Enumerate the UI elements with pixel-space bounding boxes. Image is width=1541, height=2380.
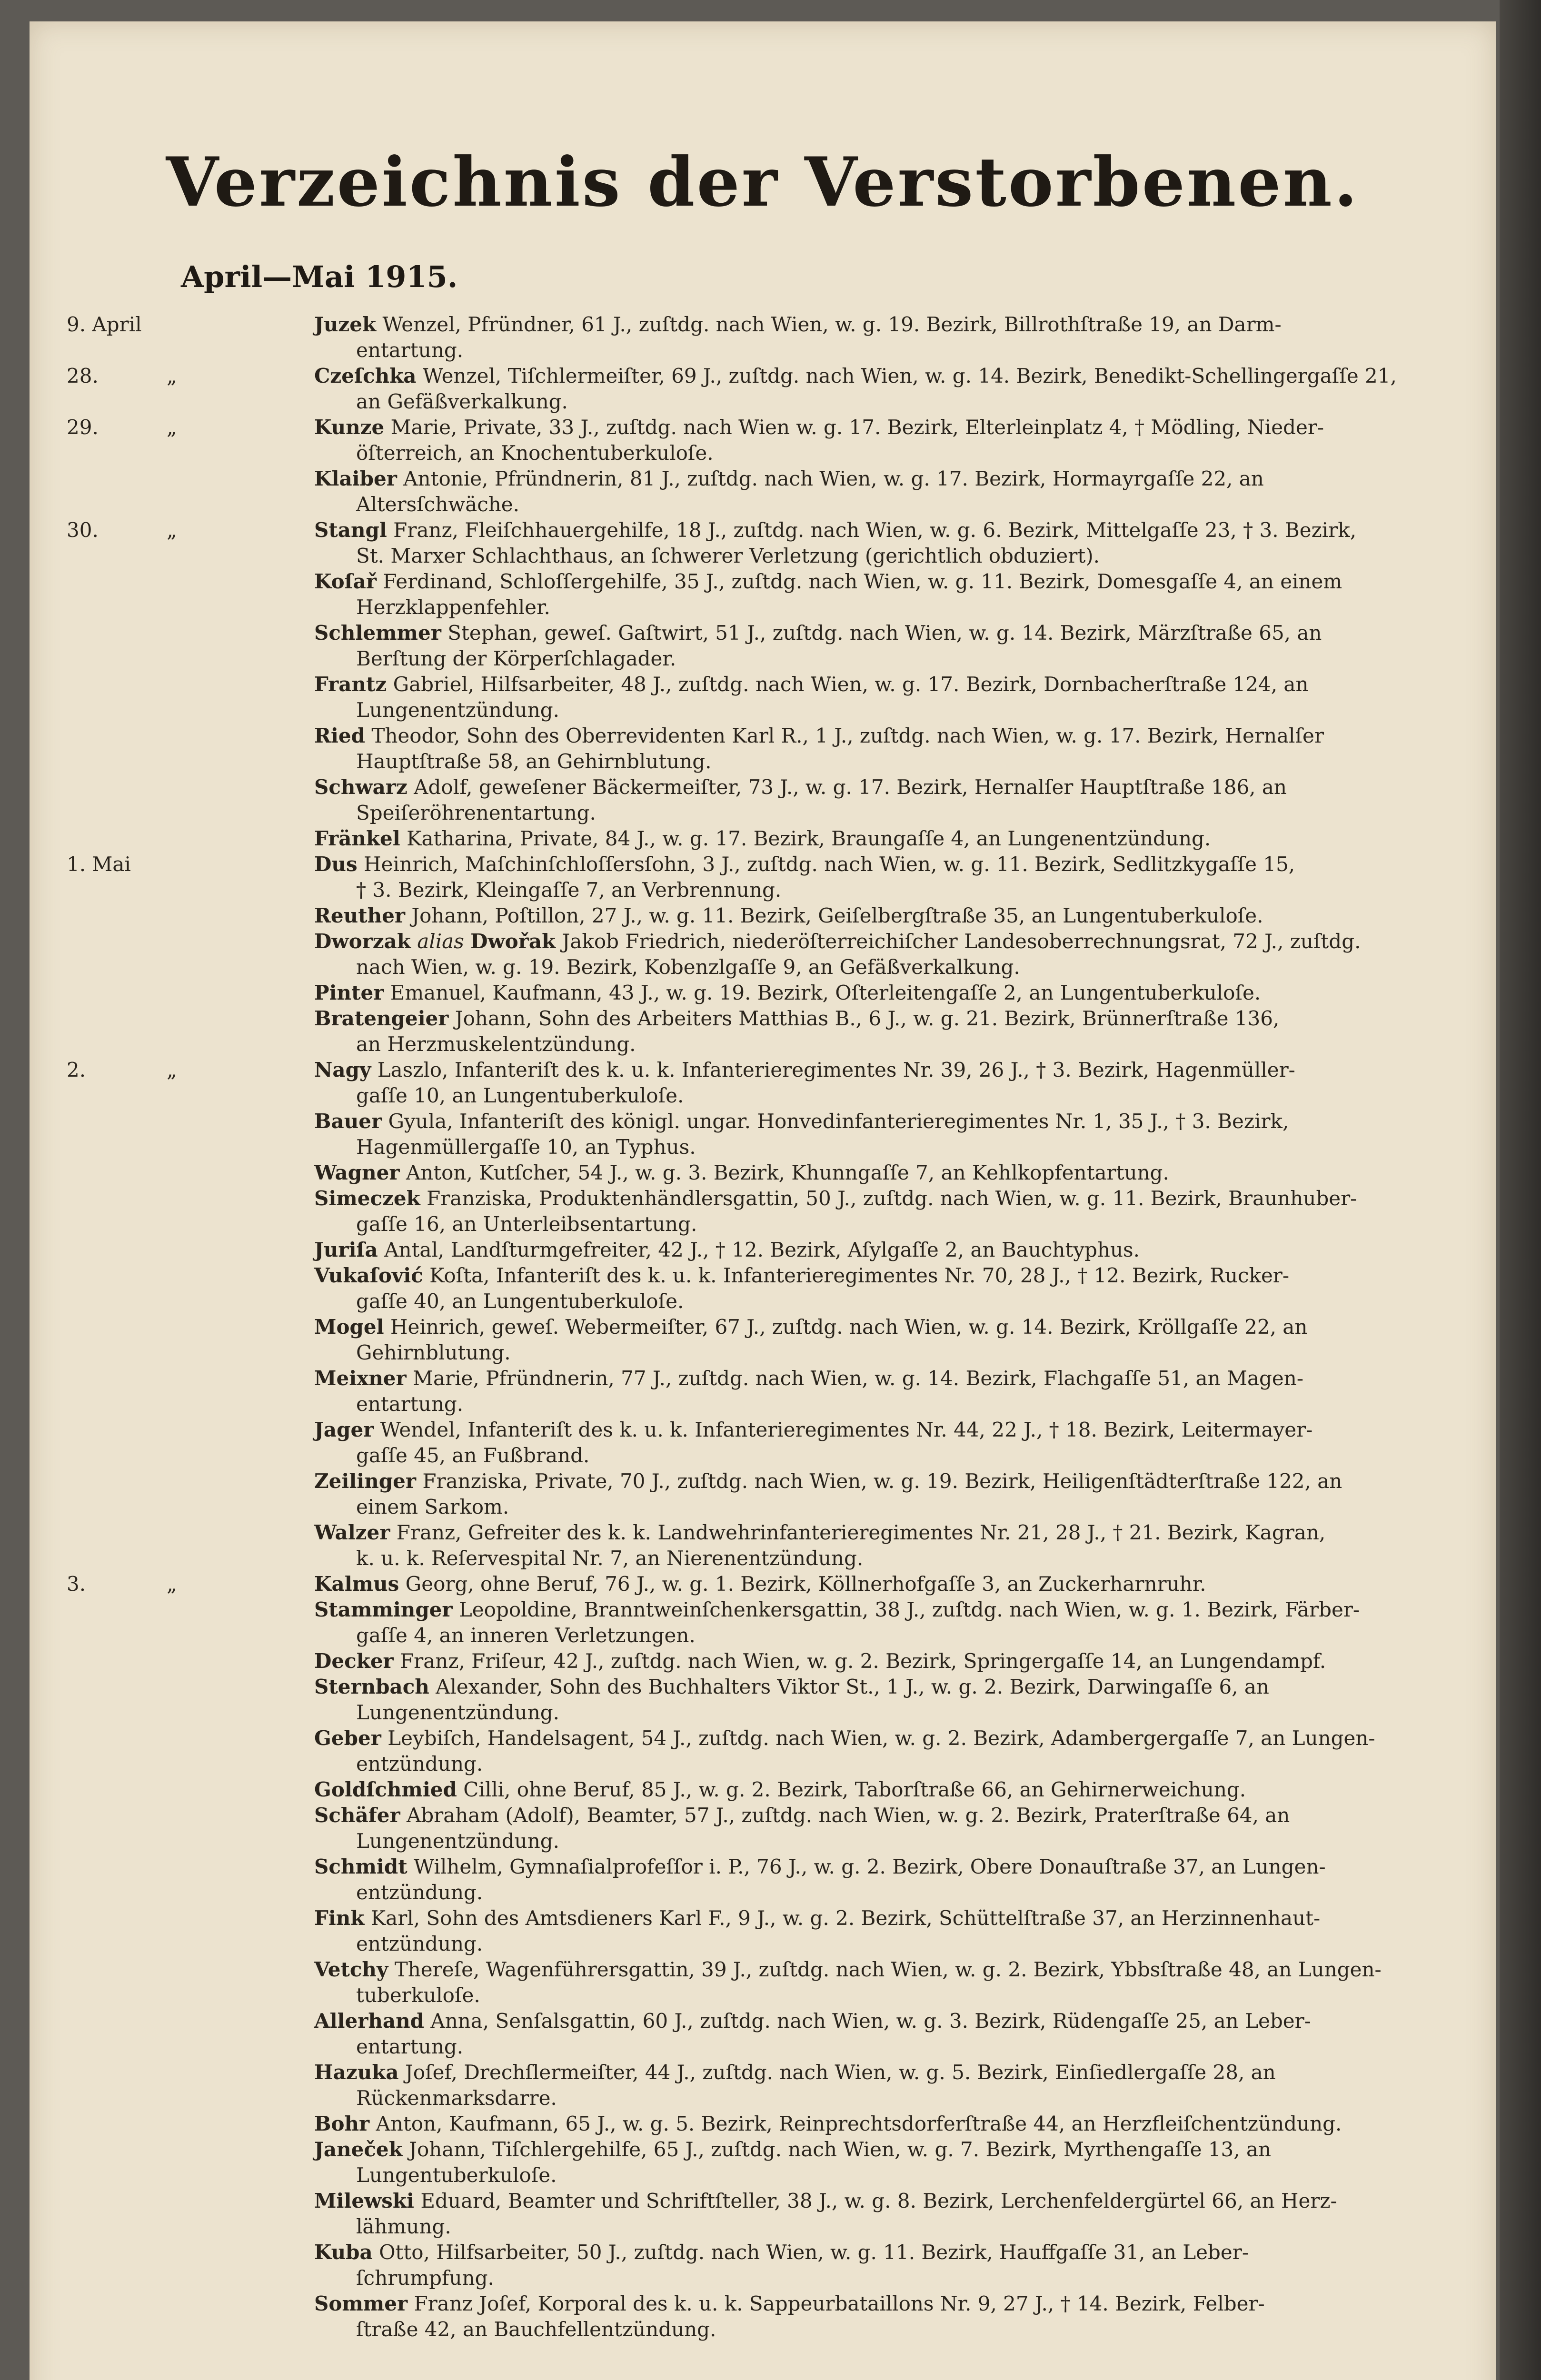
ditto-mark: „ [167, 1572, 177, 1596]
entry-surname: Sternbach [314, 1675, 429, 1698]
entry-continuation: St. Marxer Schlachthaus, an ſchwerer Verletzung (gerichtlich obduziert). [356, 544, 1100, 567]
entry-continuation: Lungentuberkuloſe. [356, 2163, 557, 2187]
register-entry [314, 2240, 1494, 2291]
entry-continuation: † 3. Bezirk, Kleingaſſe 7, an Verbrennung. [356, 878, 782, 902]
entry-date-value: 3. [67, 1572, 86, 1596]
register-entry [67, 1057, 1494, 1109]
register-entry [314, 903, 1494, 929]
entry-continuation: gaſſe 45, an Fußbrand. [356, 1444, 590, 1467]
register-entry [314, 1263, 1494, 1314]
entry-continuation: Rückenmarksdarre. [356, 2086, 557, 2110]
entry-date-value: 29. [67, 416, 99, 439]
entry-date-value: 30. [67, 518, 99, 542]
register-entry [314, 1803, 1494, 1854]
entry-surname: Mogel [314, 1315, 384, 1339]
entry-text: Antal, Landſturmgefreiter, 42 J., † 12. Bezirk, Aſylgaſſe 2, an Bauchtyphus. [384, 1238, 1140, 1261]
register-entry [314, 672, 1494, 723]
entry-surname: Allerhand [314, 2009, 424, 2033]
entry-surname: Koſař [314, 570, 377, 593]
entry-surname: Frantz [314, 673, 387, 696]
entry-text: Gabriel, Hilfsarbeiter, 48 J., zuſtdg. nach Wien, w. g. 17. Bezirk, Dornbacherſtraße 124, an [393, 673, 1309, 696]
register-entry [314, 1186, 1494, 1237]
entry-date [67, 1057, 271, 1083]
entry-date [67, 415, 271, 440]
entry-surname: Juzek [314, 313, 377, 336]
register-entry [314, 2188, 1494, 2240]
entry-text: Karl, Sohn des Amtsdieners Karl F., 9 J., w. g. 2. Bezirk, Schüttelſtraße 37, an Herzinnenhaut- [370, 1906, 1321, 1930]
entry-text: Theodor, Sohn des Oberrevidenten Karl R., 1 J., zuſtdg. nach Wien, w. g. 17. Bezirk, Hernalſer [371, 724, 1324, 747]
entry-continuation: gaſſe 16, an Unterleibsentartung. [356, 1212, 697, 1236]
entry-surname: Jager [314, 1418, 374, 1441]
register-entry [314, 980, 1494, 1006]
register-entry [314, 1237, 1494, 1263]
entry-text: Marie, Private, 33 J., zuſtdg. nach Wien w. g. 17. Bezirk, Elterleinplatz 4, † Mödling, Nieder- [390, 416, 1324, 439]
entry-continuation: öſterreich, an Knochentuberkuloſe. [356, 441, 714, 465]
entry-text: Laszlo, Infanteriſt des k. u. k. Infanterieregimentes Nr. 39, 26 J., † 3. Bezirk, Hagenmüller- [377, 1058, 1295, 1081]
register-entry [314, 1905, 1494, 1957]
entry-text: Anton, Kutſcher, 54 J., w. g. 3. Bezirk, Khunngaſſe 7, an Kehlkopfentartung. [406, 1161, 1169, 1184]
entry-text: Wendel, Infanteriſt des k. u. k. Infanterieregimentes Nr. 44, 22 J., † 18. Bezirk, Leitermayer- [380, 1418, 1313, 1441]
entry-text: Marie, Pfründnerin, 77 J., zuſtdg. nach Wien, w. g. 14. Bezirk, Flachgaſſe 51, an Magen- [412, 1367, 1304, 1390]
entry-text: Jakob Friedrich, niederöſterreichiſcher Landesoberrechnungsrat, 72 J., zuſtdg. [562, 930, 1361, 953]
entry-text: Eduard, Beamter und Schriftſteller, 38 J., w. g. 8. Bezirk, Lerchenfeldergürtel 66, an Herz- [420, 2189, 1337, 2212]
entry-text: Emanuel, Kaufmann, 43 J., w. g. 19. Bezirk, Oſterleitengaſſe 2, an Lungentuberkuloſe. [390, 981, 1261, 1004]
entry-text: Katharina, Private, 84 J., w. g. 17. Bezirk, Braungaſſe 4, an Lungenentzündung. [407, 827, 1211, 850]
register-entry [314, 1957, 1494, 2008]
register-entry [314, 1854, 1494, 1905]
entry-text: Franz, Gefreiter des k. k. Landwehrinfanterieregimentes Nr. 21, 28 J., † 21. Bezirk, Kagran, [396, 1521, 1326, 1544]
entry-continuation: entzündung. [356, 1881, 483, 1904]
entry-date-value: 28. [67, 364, 99, 387]
entry-continuation: entzündung. [356, 1932, 483, 1955]
entry-surname: Walzer [314, 1521, 390, 1544]
entry-surname: Wagner [314, 1161, 400, 1184]
entry-continuation: entartung. [356, 1392, 464, 1416]
entry-text: Leopoldine, Branntweinſchenkersgattin, 38 J., zuſtdg. nach Wien, w. g. 1. Bezirk, Färber- [458, 1598, 1360, 1621]
entry-surname: Kalmus [314, 1572, 399, 1596]
entry-continuation: gaſſe 10, an Lungentuberkuloſe. [356, 1084, 684, 1107]
register-entry [314, 1314, 1494, 1366]
entry-date-value: 9. April [67, 313, 142, 336]
entry-surname: Schwarz [314, 775, 408, 799]
entry-text: Franz, Fleiſchhauergehilfe, 18 J., zuſtdg. nach Wien, w. g. 6. Bezirk, Mittelgaſſe 23, † 3. Bezirk, [393, 518, 1357, 542]
book-spine [1500, 0, 1541, 2380]
register-entry [314, 1520, 1494, 1571]
entry-text: Leybiſch, Handelsagent, 54 J., zuſtdg. nach Wien, w. g. 2. Bezirk, Adambergergaſſe 7, an Lungen- [388, 1726, 1375, 1750]
entry-continuation: Hauptſtraße 58, an Gehirnblutung. [356, 750, 712, 773]
entry-text: Koſta, Infanteriſt des k. u. k. Infanterieregimentes Nr. 70, 28 J., † 12. Bezirk, Rucker- [429, 1264, 1290, 1287]
entry-continuation: tuberkuloſe. [356, 1983, 480, 2007]
register-entry [314, 774, 1494, 826]
entry-text: Joſef, Drechſlermeiſter, 44 J., zuſtdg. nach Wien, w. g. 5. Bezirk, Einſiedlergaſſe 28, an [405, 2061, 1276, 2084]
entry-date-value: 1. Mai [67, 853, 131, 876]
entry-text: Franziska, Private, 70 J., zuſtdg. nach Wien, w. g. 19. Bezirk, Heiligenſtädterſtraße 122, an [422, 1469, 1342, 1493]
entry-continuation: entartung. [356, 2035, 464, 2058]
entry-date [67, 852, 271, 877]
entry-date [67, 1571, 271, 1597]
entry-surname: Dworzak [314, 930, 411, 953]
entry-continuation: Berſtung der Körperſchlagader. [356, 647, 676, 670]
register-entry [67, 852, 1494, 903]
entry-surname: Schäfer [314, 1804, 400, 1827]
register-entry [314, 2008, 1494, 2060]
entry-continuation: einem Sarkom. [356, 1495, 509, 1518]
entry-text: Wenzel, Tiſchlermeiſter, 69 J., zuſtdg. nach Wien, w. g. 14. Bezirk, Benedikt-Schellingergaſſe 21, [422, 364, 1397, 387]
entry-surname: Kuba [314, 2241, 373, 2264]
entry-text: Wilhelm, Gymnaſialprofeſſor i. P., 76 J., w. g. 2. Bezirk, Obere Donauſtraße 37, an Lungen- [413, 1855, 1326, 1878]
register-entry [314, 620, 1494, 672]
register-entry [67, 312, 1494, 363]
entry-surname: Stangl [314, 518, 387, 542]
entry-surname: Simeczek [314, 1187, 420, 1210]
entry-continuation: Herzklappenfehler. [356, 595, 550, 619]
entry-continuation: ſtraße 42, an Bauchfellentzündung. [356, 2318, 716, 2341]
entry-text: Heinrich, geweſ. Webermeiſter, 67 J., zuſtdg. nach Wien, w. g. 14. Bezirk, Kröllgaſſe 22, an [390, 1315, 1308, 1339]
entry-continuation: Lungenentzündung. [356, 1829, 560, 1853]
page-title: Verzeichnis der Verstorbenen. [166, 143, 1360, 222]
register-entry [314, 1468, 1494, 1520]
entry-date [67, 312, 271, 337]
register-entry [314, 1109, 1494, 1160]
entry-text: Franziska, Produktenhändlersgattin, 50 J., zuſtdg. nach Wien, w. g. 11. Bezirk, Braunhuber- [427, 1187, 1357, 1210]
entry-text: Otto, Hilfsarbeiter, 50 J., zuſtdg. nach Wien, w. g. 11. Bezirk, Hauffgaſſe 31, an Leber- [379, 2241, 1249, 2264]
register-entry [314, 1417, 1494, 1468]
register-entry [314, 1160, 1494, 1186]
entry-date-value: 2. [67, 1058, 86, 1081]
entry-continuation: entartung. [356, 338, 464, 362]
entry-surname: Milewski [314, 2189, 414, 2212]
entry-text: Stephan, geweſ. Gaſtwirt, 51 J., zuſtdg. nach Wien, w. g. 14. Bezirk, Märzſtraße 65, an [447, 621, 1322, 645]
entry-surname: Janeček [314, 2138, 403, 2161]
entry-surname: Ried [314, 724, 365, 747]
register-entry [314, 569, 1494, 620]
entry-text: Wenzel, Pfründner, 61 J., zuſtdg. nach Wien, w. g. 19. Bezirk, Billrothſtraße 19, an Darm- [382, 313, 1282, 336]
entry-continuation: Altersſchwäche. [356, 493, 520, 516]
entry-text: Johann, Tiſchlergehilfe, 65 J., zuſtdg. nach Wien, w. g. 7. Bezirk, Myrthengaſſe 13, an [409, 2138, 1272, 2161]
entry-surname: Klaiber [314, 467, 397, 490]
register-entry [67, 517, 1494, 569]
register-entry [314, 1597, 1494, 1648]
register-entry [314, 1006, 1494, 1057]
register-entry [314, 1726, 1494, 1777]
entry-continuation: nach Wien, w. g. 19. Bezirk, Kobenzlgaſſe 9, an Gefäßverkalkung. [356, 955, 1020, 979]
entry-continuation: an Gefäßverkalkung. [356, 390, 568, 413]
entry-surname: Juriſa [314, 1238, 378, 1261]
entry-date [67, 363, 271, 389]
entry-surname: Decker [314, 1649, 394, 1673]
entry-text: Franz Joſef, Korporal des k. u. k. Sappeurbataillons Nr. 9, 27 J., † 14. Bezirk, Felber- [414, 2292, 1265, 2315]
entry-surname: Reuther [314, 904, 405, 927]
entry-continuation: Lungenentzündung. [356, 1701, 560, 1724]
entry-text: Alexander, Sohn des Buchhalters Viktor St., 1 J., w. g. 2. Bezirk, Darwingaſſe 6, an [436, 1675, 1269, 1698]
entry-surname: Zeilinger [314, 1469, 416, 1493]
entry-surname: Goldſchmied [314, 1778, 457, 1801]
entry-date [67, 517, 271, 543]
entry-continuation: an Herzmuskelentzündung. [356, 1032, 636, 1056]
register-entry [314, 2111, 1494, 2137]
entry-text: Antonie, Pfründnerin, 81 J., zuſtdg. nach Wien, w. g. 17. Bezirk, Hormayrgaſſe 22, an [403, 467, 1264, 490]
entry-text: Georg, ohne Beruf, 76 J., w. g. 1. Bezirk, Köllnerhofgaſſe 3, an Zuckerharnruhr. [405, 1572, 1206, 1596]
entry-continuation: entzündung. [356, 1752, 483, 1775]
entry-continuation: Lungenentzündung. [356, 698, 560, 722]
register-entry [314, 929, 1494, 980]
entry-surname: Kunze [314, 416, 385, 439]
period-heading: April—Mai 1915. [181, 259, 458, 294]
entry-surname: Dus [314, 853, 358, 876]
register-entry [314, 1366, 1494, 1417]
entry-continuation: gaſſe 4, an inneren Verletzungen. [356, 1624, 696, 1647]
death-register-list [30, 312, 1496, 2342]
entry-surname: Vukaſović [314, 1264, 423, 1287]
entry-continuation: lähmung. [356, 2215, 451, 2238]
entry-continuation: ſchrumpfung. [356, 2266, 494, 2290]
entry-surname-alt: Dwořak [470, 930, 556, 953]
entry-surname: Czeſchka [314, 364, 417, 387]
entry-surname: Vetchy [314, 1958, 388, 1981]
ditto-mark: „ [167, 416, 177, 439]
entry-surname: Hazuka [314, 2061, 399, 2084]
entry-surname: Bauer [314, 1110, 382, 1133]
entry-text: Adolf, geweſener Bäckermeiſter, 73 J., w. g. 17. Bezirk, Hernalſer Hauptſtraße 186, an [414, 775, 1287, 799]
register-entry [67, 1571, 1494, 1597]
entry-text: Thereſe, Wagenführersgattin, 39 J., zuſtdg. nach Wien, w. g. 2. Bezirk, Ybbsſtraße 48, an Lungen- [394, 1958, 1382, 1981]
entry-surname: Schmidt [314, 1855, 408, 1878]
entry-surname: Schlemmer [314, 621, 441, 645]
entry-surname: Stamminger [314, 1598, 453, 1621]
entry-text: Franz, Friſeur, 42 J., zuſtdg. nach Wien, w. g. 2. Bezirk, Springergaſſe 14, an Lungendampf. [400, 1649, 1326, 1673]
entry-continuation: Hagenmüllergaſſe 10, an Typhus. [356, 1135, 696, 1159]
document-page [30, 21, 1496, 2380]
entry-text: Johann, Sohn des Arbeiters Matthias B., 6 J., w. g. 21. Bezirk, Brünnerſtraße 136, [455, 1007, 1280, 1030]
entry-text: Anton, Kaufmann, 65 J., w. g. 5. Bezirk, Reinprechtsdorferſtraße 44, an Herzfleiſchentzündung. [376, 2112, 1342, 2135]
register-entry [314, 1674, 1494, 1726]
entry-text: Ferdinand, Schloſſergehilfe, 35 J., zuſtdg. nach Wien, w. g. 11. Bezirk, Domesgaſſe 4, an einem [383, 570, 1342, 593]
entry-text: Anna, Senſalsgattin, 60 J., zuſtdg. nach Wien, w. g. 3. Bezirk, Rüdengaſſe 25, an Leber- [430, 2009, 1311, 2033]
register-entry [314, 1648, 1494, 1674]
entry-text: Johann, Poſtillon, 27 J., w. g. 11. Bezirk, Geiſelbergſtraße 35, an Lungentuberkuloſe. [411, 904, 1263, 927]
entry-alias: alias [417, 930, 464, 953]
register-entry [314, 1777, 1494, 1803]
entry-continuation: Speiſeröhrenentartung. [356, 801, 596, 824]
entry-text: Abraham (Adolf), Beamter, 57 J., zuſtdg. nach Wien, w. g. 2. Bezirk, Praterſtraße 64, an [406, 1804, 1290, 1827]
entry-text: Heinrich, Maſchinſchloſſersſohn, 3 J., zuſtdg. nach Wien, w. g. 11. Bezirk, Sedlitzkygaſſe 15, [363, 853, 1295, 876]
entry-continuation: gaſſe 40, an Lungentuberkuloſe. [356, 1289, 684, 1313]
entry-surname: Sommer [314, 2292, 408, 2315]
entry-surname: Fränkel [314, 827, 400, 850]
entry-surname: Bohr [314, 2112, 370, 2135]
entry-text: Gyula, Infanteriſt des königl. ungar. Honvedinfanterieregimentes Nr. 1, 35 J., † 3. Bezirk, [388, 1110, 1289, 1133]
register-entry [314, 2060, 1494, 2111]
entry-surname: Fink [314, 1906, 365, 1930]
register-entry [67, 363, 1494, 415]
register-entry [314, 723, 1494, 774]
register-entry [314, 826, 1494, 852]
entry-continuation: k. u. k. Reſervespital Nr. 7, an Nierenentzündung. [356, 1547, 864, 1570]
entry-surname: Meixner [314, 1367, 407, 1390]
register-entry [314, 2291, 1494, 2342]
entry-continuation: Gehirnblutung. [356, 1341, 511, 1364]
entry-text: Cilli, ohne Beruf, 85 J., w. g. 2. Bezirk, Taborſtraße 66, an Gehirnerweichung. [463, 1778, 1246, 1801]
register-entry [314, 2137, 1494, 2188]
ditto-mark: „ [167, 518, 177, 542]
entry-surname: Pinter [314, 981, 384, 1004]
register-entry [67, 415, 1494, 466]
entry-surname: Geber [314, 1726, 381, 1750]
ditto-mark: „ [167, 364, 177, 387]
entry-surname: Nagy [314, 1058, 371, 1081]
entry-surname: Bratengeier [314, 1007, 449, 1030]
ditto-mark: „ [167, 1058, 177, 1081]
register-entry [314, 466, 1494, 517]
